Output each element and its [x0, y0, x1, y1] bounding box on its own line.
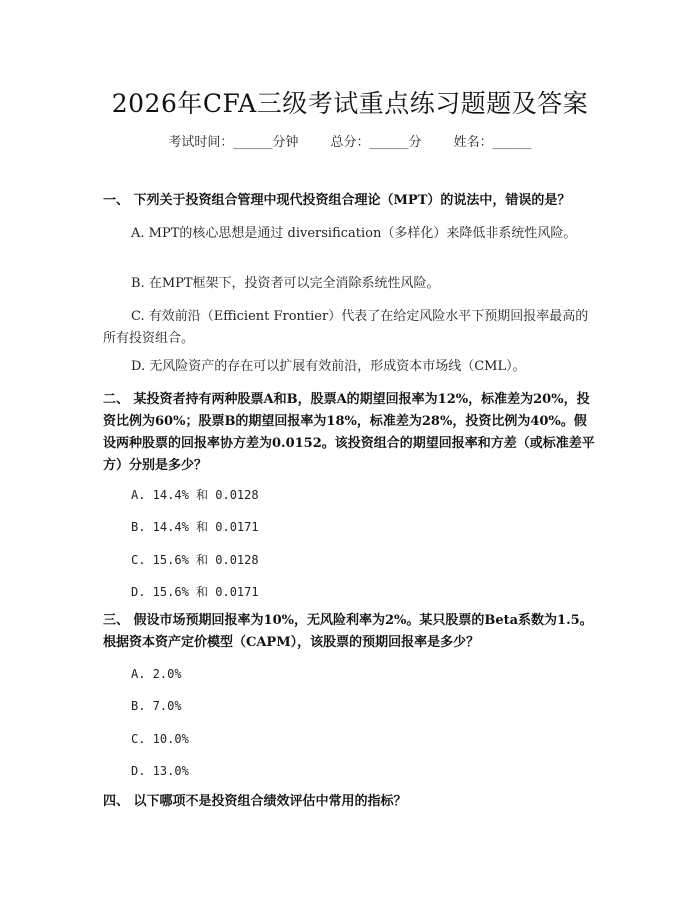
question-1-option-b: B. 在MPT框架下，投资者可以完全消除系统性风险。 [131, 276, 440, 291]
question-2-option-a: A. 14.4% 和 0.0128 [131, 488, 259, 502]
exam-name: 姓名：______ [453, 135, 532, 150]
question-1-option-d: D. 无风险资产的存在可以扩展有效前沿，形成资本市场线（CML）。 [131, 359, 526, 374]
question-1-stem: 一、 下列关于投资组合管理中现代投资组合理论（MPT）的说法中，错误的是？ [103, 193, 571, 208]
question-3-option-a: A. 2.0% [131, 667, 182, 681]
exam-score: 总分：______分 [330, 135, 422, 150]
question-3-option-c: C. 10.0% [131, 732, 189, 746]
question-2-option-b: B. 14.4% 和 0.0171 [131, 520, 259, 534]
question-2-option-c: C. 15.6% 和 0.0128 [131, 553, 259, 567]
question-3-stem: 三、 假设市场预期回报率为10%，无风险利率为2%。某只股票的Beta系数为1.5。根据资本资产定价模型（CAPM），该股票的预期回报率是多少？ [103, 613, 593, 650]
question-1-option-c: C. 有效前沿（Efficient Frontier）代表了在给定风险水平下预期回报率最高的所有投资组合。 [103, 309, 589, 346]
question-1-option-a: A. MPT的核心思想是通过 diversification（多样化）来降低非系统性风险。 [131, 226, 577, 241]
page-title: 2026年CFA三级考试重点练习题题及答案 [111, 89, 589, 118]
question-4-stem: 四、 以下哪项不是投资组合绩效评估中常用的指标？ [103, 794, 407, 809]
question-2-stem: 二、 某投资者持有两种股票A和B，股票A的期望回报率为12%，标准差为20%，投资比例为60%；股票B的期望回报率为18%，标准差为28%，投资比例为40%。假设两种股票的回报率协方差为0.0152。该投资组合的期望回报率和方差（或标准差平方）分别是多少？ [103, 392, 595, 473]
exam-meta [0, 131, 700, 150]
question-3-option-b: B. 7.0% [131, 699, 182, 713]
question-3-option-d: D. 13.0% [131, 764, 189, 778]
question-2-option-d: D. 15.6% 和 0.0171 [131, 585, 259, 599]
exam-time: 考试时间：______分钟 [168, 135, 299, 150]
